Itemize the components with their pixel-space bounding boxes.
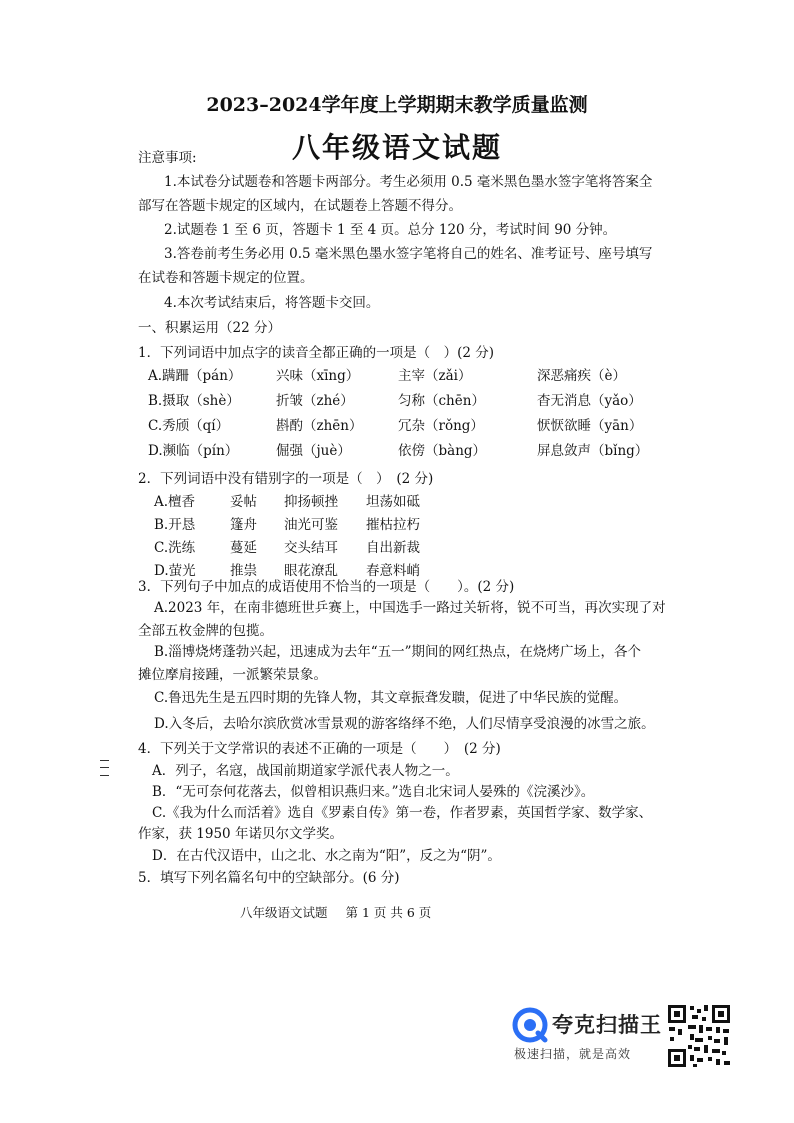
q2-option-c-word-2: 蔓延 [230, 540, 257, 556]
question-4-stem: 4．下列关于文学常识的表述不正确的一项是（ ） (2 分) [138, 741, 501, 757]
question-1-stem: 1．下列词语中加点字的读音全都正确的一项是（ ）(2 分) [138, 345, 495, 361]
q1-option-b-word-3: 匀称（chēn） [398, 393, 485, 409]
q1-option-c-word-4: 恹恹欲睡（yān） [537, 418, 643, 434]
scanner-brand-name: 夸克扫描王 [552, 1013, 662, 1037]
scanner-logo-icon [512, 1007, 548, 1043]
notice-line: 2.试题卷 1 至 6 页，答题卡 1 至 4 页。总分 120 分，考试时间 90 分钟。 [164, 222, 617, 238]
q2-option-b-word-3: 油光可鉴 [284, 517, 338, 533]
q1-option-b-word-2: 折皱（zhé） [276, 393, 354, 409]
exam-title: 2023–2024学年度上学期期末教学质量监测 [206, 94, 588, 116]
q4-option-a: A．列子，名寇，战国前期道家学派代表人物之一。 [152, 763, 459, 779]
notice-line: 3.答卷前考生务必用 0.5 毫米黑色墨水签字笔将自己的姓名、准考证号、座号填写 [164, 246, 653, 262]
q4-option-d: D．在古代汉语中，山之北、水之南为“阳”，反之为“阴”。 [152, 848, 501, 864]
qr-code-icon [666, 1003, 732, 1069]
q2-option-b-word-4: 摧枯拉朽 [366, 517, 420, 533]
q3-option-a: A.2023 年，在南非德班世乒赛上，中国选手一路过关斩将，锐不可当，再次实现了对 [154, 600, 666, 616]
q2-option-a-word-4: 坦荡如砥 [366, 494, 420, 510]
q1-option-a-word-4: 深恶痛疾（è） [537, 368, 626, 384]
notice-line: 1.本试卷分试题卷和答题卡两部分。考生必须用 0.5 毫米黑色墨水签字笔将答案全 [164, 174, 653, 190]
q2-option-c-word-3: 交头结耳 [284, 540, 338, 556]
q3-option-b: B.淄博烧烤蓬勃兴起，迅速成为去年“五一”期间的网红热点，在烧烤广场上，各个 [154, 644, 642, 660]
q4-option-c-cont: 作家，获 1950 年诺贝尔文学奖。 [138, 826, 343, 842]
footer-subject: 八年级语文试题 [240, 905, 328, 920]
q1-option-b-word-4: 杳无消息（yǎo） [537, 393, 642, 409]
q1-option-d-word-4: 屏息敛声（bǐng） [537, 443, 649, 459]
q2-option-d-word-2: 推祟 [230, 563, 257, 579]
question-5-stem: 5．填写下列名篇名句中的空缺部分。(6 分) [138, 870, 400, 886]
question-2-stem: 2．下列词语中没有错别字的一项是（ ） (2 分) [138, 471, 434, 487]
scanner-slogan: 极速扫描，就是高效 [514, 1047, 632, 1061]
q2-option-a-word-3: 抑扬顿挫 [284, 494, 338, 510]
q1-option-a-word-2: 兴味（xīng） [276, 368, 360, 384]
question-3-stem: 3．下列句子中加点的成语使用不恰当的一项是（ ）。(2 分) [138, 579, 515, 595]
q3-option-b-cont: 摊位摩肩接踵，一派繁荣景象。 [138, 667, 327, 683]
q3-option-d: D.入冬后，去哈尔滨欣赏冰雪景观的游客络绎不绝，人们尽情享受浪漫的冰雪之旅。 [154, 716, 655, 732]
q1-option-a-word-1: A.蹒跚（pán） [148, 368, 242, 384]
q2-option-d-word-3: 眼花潦乱 [284, 563, 338, 579]
q2-option-a-word-1: A.檀香 [154, 494, 196, 510]
notice-line: 部写在答题卡规定的区域内，在试题卷上答题不得分。 [138, 198, 462, 214]
q1-option-c-word-2: 斟酌（zhēn） [276, 418, 363, 434]
q1-option-d-word-1: D.濒临（pín） [148, 443, 239, 459]
margin-mark [100, 760, 109, 776]
q1-option-d-word-2: 倔强（juè） [276, 443, 351, 459]
q2-option-b-word-1: B.开恳 [154, 517, 196, 533]
notice-line: 4.本次考试结束后，将答题卡交回。 [164, 295, 380, 311]
q1-option-d-word-3: 依傍（bàng） [398, 443, 487, 459]
footer-page-number: 第 1 页 共 6 页 [345, 905, 432, 920]
q3-option-c: C.鲁迅先生是五四时期的先锋人物，其文章振聋发聩，促进了中华民族的觉醒。 [154, 690, 628, 706]
q2-option-c-word-4: 自出新裁 [366, 540, 420, 556]
q2-option-a-word-2: 妥帖 [230, 494, 257, 510]
q2-option-d-word-4: 春意料峭 [366, 563, 420, 579]
notice-heading: 注意事项: [138, 150, 197, 166]
q3-option-a-cont: 全部五枚金牌的包揽。 [138, 623, 273, 639]
page-footer [240, 903, 445, 921]
exam-subtitle: 八年级语文试题 [291, 131, 502, 164]
q2-option-c-word-1: C.洗练 [154, 540, 196, 556]
notice-line: 在试卷和答题卡规定的位置。 [138, 270, 314, 286]
q1-option-c-word-1: C.秀颀（qí） [148, 418, 230, 434]
q4-option-b: B．“无可奈何花落去，似曾相识燕归来。”选自北宋词人晏殊的《浣溪沙》。 [152, 784, 595, 800]
q4-option-c: C.《我为什么而活着》选自《罗素自传》第一卷，作者罗素，英国哲学家、数学家、 [152, 805, 653, 821]
section-heading: 一、积累运用（22 分） [138, 320, 281, 336]
q2-option-d-word-1: D.萤光 [154, 563, 196, 579]
q1-option-a-word-3: 主宰（zǎi） [398, 368, 472, 384]
q2-option-b-word-2: 篷舟 [230, 517, 257, 533]
q1-option-c-word-3: 冗杂（rǒng） [398, 418, 484, 434]
q1-option-b-word-1: B.摄取（shè） [148, 393, 240, 409]
